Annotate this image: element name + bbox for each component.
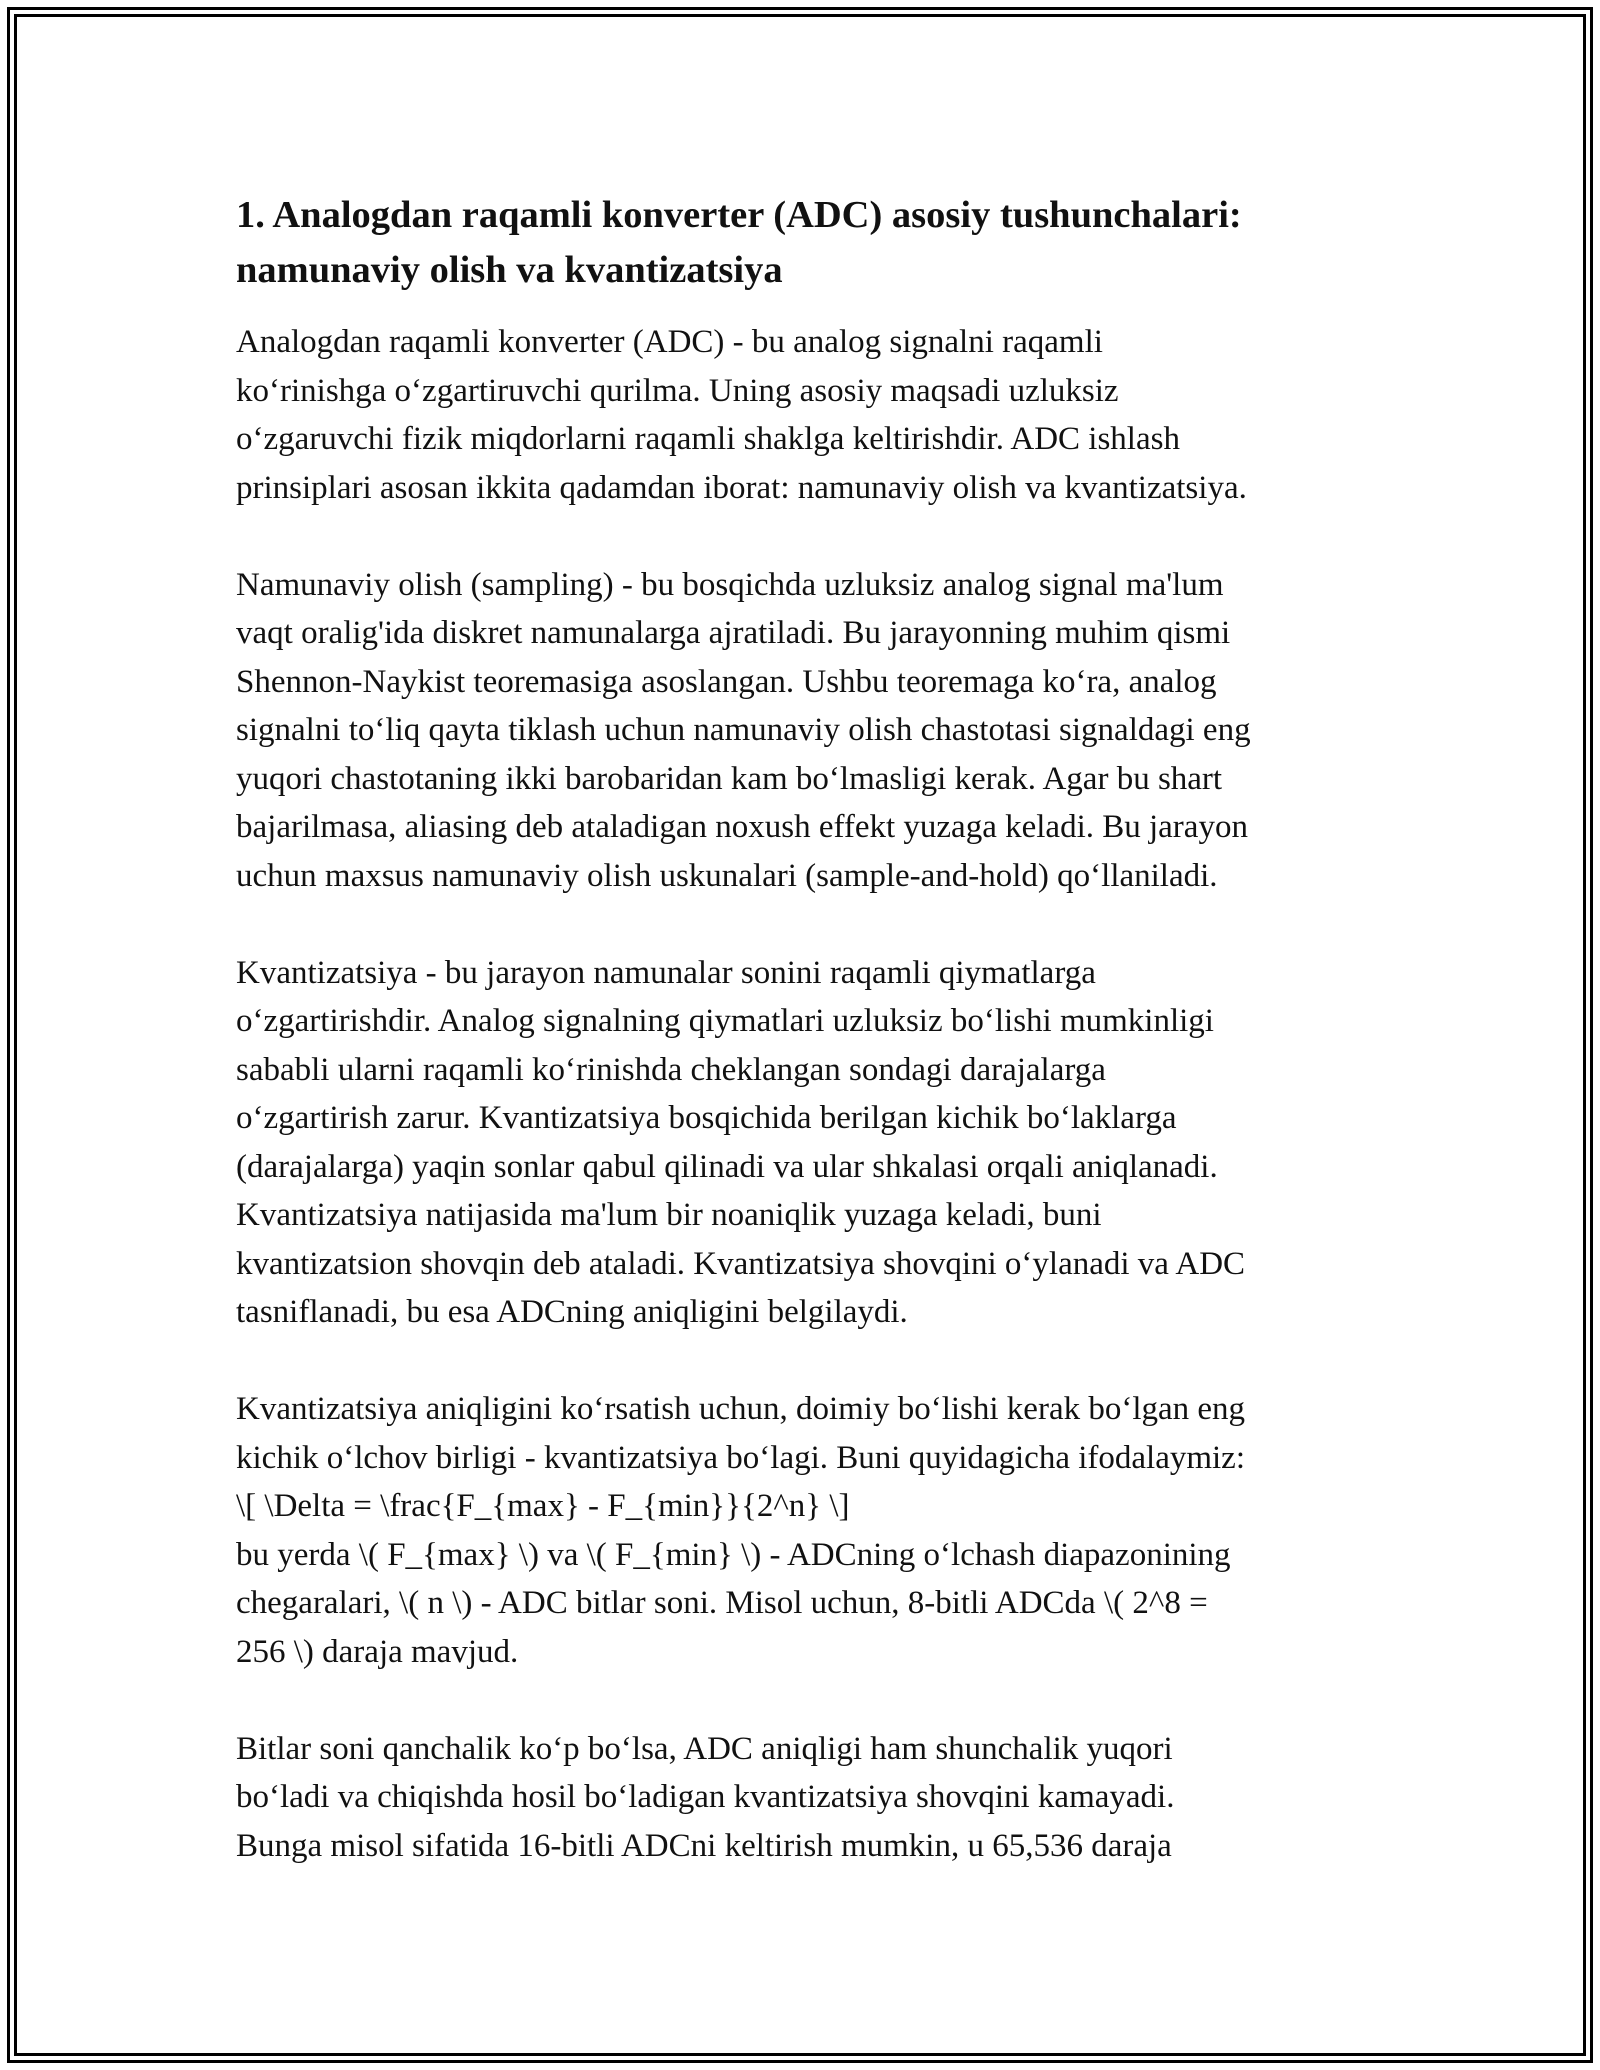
- section-heading: [236, 188, 1376, 298]
- text-line: bajarilmasa, aliasing deb ataladigan noxush effekt yuzaga keladi. Bu jarayon: [236, 809, 1248, 845]
- text-line: o‘zgaruvchi fizik miqdorlarni raqamli shaklga keltirishdir. ADC ishlash: [236, 421, 1180, 457]
- text-line: ko‘rinishga o‘zgartiruvchi qurilma. Uning asosiy maqsadi uzluksiz: [236, 372, 1119, 409]
- paragraph-sampling: [236, 561, 1376, 901]
- text-line: sababli ularni raqamli ko‘rinishda cheklangan sondagi darajalarga: [236, 1051, 1106, 1088]
- text-line: kichik o‘lchov birligi - kvantizatsiya bo‘lagi. Buni quyidagicha ifodalaymiz:: [236, 1439, 1245, 1476]
- text-line: kvantizatsion shovqin deb ataladi. Kvantizatsiya shovqini o‘ylanadi va ADC: [236, 1245, 1246, 1282]
- text-line: Shennon-Naykist teoremasiga asoslangan. Ushbu teoremaga ko‘ra, analog: [236, 663, 1217, 700]
- document-body: [236, 188, 1376, 1919]
- text-line: bo‘ladi va chiqishda hosil bo‘ladigan kvantizatsiya shovqini kamayadi.: [236, 1779, 1175, 1815]
- text-line: Analogdan raqamli konverter (ADC) - bu analog signalni raqamli: [236, 324, 1103, 360]
- text-line: Kvantizatsiya aniqligini ko‘rsatish uchun, doimiy bo‘lishi kerak bo‘lgan eng: [236, 1391, 1246, 1427]
- text-line: prinsiplari asosan ikkita qadamdan iborat: namunaviy olish va kvantizatsiya.: [236, 469, 1247, 506]
- text-line: yuqori chastotaning ikki barobaridan kam bo‘lmasligi kerak. Agar bu shart: [236, 760, 1223, 797]
- paragraph-quantization: [236, 949, 1376, 1337]
- paragraph-intro: [236, 318, 1376, 512]
- text-line: Bitlar soni qanchalik ko‘p bo‘lsa, ADC aniqligi ham shunchalik yuqori: [236, 1730, 1173, 1767]
- text-line: vaqt oralig'ida diskret namunalarga ajratiladi. Bu jarayonning muhim qismi: [236, 615, 1231, 651]
- text-line: tasniflanadi, bu esa ADCning aniqligini belgilaydi.: [236, 1294, 908, 1330]
- text-line: (darajalarga) yaqin sonlar qabul qilinadi va ular shkalasi orqali aniqlanadi.: [236, 1148, 1218, 1185]
- paragraph-formula: [236, 1385, 1376, 1676]
- text-line: chegaralari, \( n \) - ADC bitlar soni. Misol uchun, 8-bitli ADCda \( 2^8 =: [236, 1585, 1208, 1621]
- text-line: o‘zgartirishdir. Analog signalning qiymatlari uzluksiz bo‘lishi mumkinligi: [236, 1003, 1214, 1039]
- text-line: 256 \) daraja mavjud.: [236, 1633, 519, 1670]
- heading-line: 1. Analogdan raqamli konverter (ADC) asosiy tushunchalari:: [236, 194, 1242, 236]
- text-line: Namunaviy olish (sampling) - bu bosqichda uzluksiz analog signal ma'lum: [236, 566, 1224, 603]
- heading-line: namunaviy olish va kvantizatsiya: [236, 249, 783, 291]
- formula-line: \[ \Delta = \frac{F_{max} - F_{min}}{2^n} \]: [236, 1488, 850, 1524]
- text-line: Kvantizatsiya natijasida ma'lum bir noaniqlik yuzaga keladi, buni: [236, 1197, 1102, 1233]
- text-line: uchun maxsus namunaviy olish uskunalari (sample-and-hold) qo‘llaniladi.: [236, 857, 1218, 894]
- text-line: Kvantizatsiya - bu jarayon namunalar sonini raqamli qiymatlarga: [236, 954, 1096, 991]
- text-line: o‘zgartirish zarur. Kvantizatsiya bosqichida berilgan kichik bo‘laklarga: [236, 1100, 1177, 1136]
- text-line: bu yerda \( F_{max} \) va \( F_{min} \) - ADCning o‘lchash diapazonining: [236, 1536, 1231, 1573]
- text-line: Bunga misol sifatida 16-bitli ADCni keltirish mumkin, u 65,536 daraja: [236, 1827, 1172, 1864]
- paragraph-bits: [236, 1725, 1376, 1871]
- text-line: signalni to‘liq qayta tiklash uchun namunaviy olish chastotasi signaldagi eng: [236, 712, 1251, 748]
